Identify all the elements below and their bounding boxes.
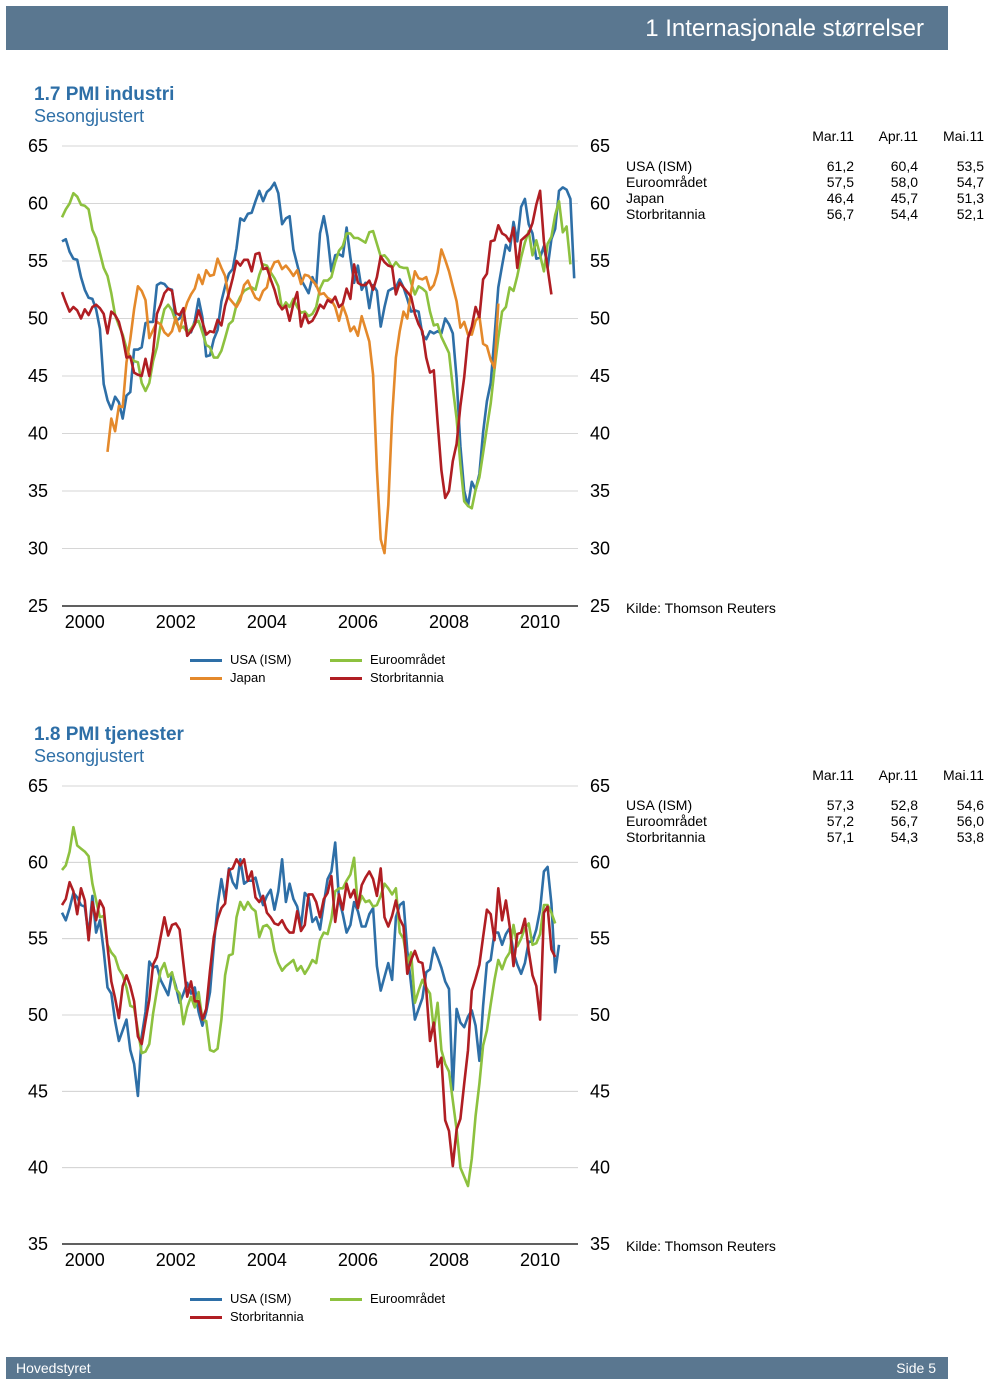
table-cell: 60,4 [890,158,918,174]
chart1-ytick-right: 65 [590,136,611,156]
chart2-xtick: 2010 [520,1250,561,1270]
table-row-label: Storbritannia [626,206,706,222]
page-footer [6,1357,948,1379]
legend-label: Storbritannia [230,1309,304,1324]
chart2-ytick-left: 40 [27,1157,48,1178]
chart2-ytick-right: 55 [590,928,611,949]
legend-label: USA (ISM) [230,652,292,667]
table-cell: 53,5 [956,158,984,174]
chart1-subtitle: Sesongjustert [34,106,145,126]
chart2-title: 1.8 PMI tjenester [34,724,184,745]
chart1-ytick-right: 45 [590,366,611,386]
chart2-ytick-left: 35 [27,1234,48,1254]
table-cell: 51,3 [956,190,984,206]
chart1-title: 1.7 PMI industri [34,84,175,105]
chart2-ytick-left: 50 [27,1005,48,1025]
table-row-label: USA (ISM) [626,797,693,813]
chart2-table [626,767,984,847]
chart2-ytick-right: 40 [590,1157,611,1178]
footer-left: Hovedstyret [16,1360,91,1376]
table-header: Mar.11 [812,767,854,783]
chart2-ytick-right: 45 [590,1081,611,1102]
chart2-ytick-right: 50 [590,1005,611,1025]
chart1-ytick-left: 25 [27,596,48,616]
chart2-xtick: 2000 [64,1250,105,1270]
chart1-ytick-right: 25 [590,596,611,616]
chart1-ytick-left: 60 [27,193,48,214]
chart1-ytick-right: 60 [590,193,611,214]
table-cell: 57,2 [826,813,854,829]
chart2-ytick-left: 65 [27,776,48,796]
table-row-label: Storbritannia [626,829,706,845]
chart1-ytick-left: 30 [27,538,48,559]
chart1-ytick-left: 65 [27,136,48,156]
chart1-ytick-right: 35 [590,481,611,501]
legend-label: USA (ISM) [230,1291,292,1306]
chart2-xtick: 2006 [337,1250,378,1270]
footer-right: Side 5 [896,1360,936,1376]
chart2-xtick: 2004 [246,1250,287,1270]
chart2-source: Kilde: Thomson Reuters [626,1238,776,1254]
table-cell: 54,7 [956,174,984,190]
chart1-ytick-left: 35 [27,481,48,501]
chart1-xtick: 2004 [246,612,287,632]
legend-label: Euroområdet [370,652,446,667]
chart2-xtick: 2002 [155,1250,196,1270]
table-cell: 57,5 [826,174,854,190]
chart1-xtick: 2010 [520,612,561,632]
legend-label: Storbritannia [370,670,444,685]
chart1-ytick-right: 55 [590,251,611,271]
chart1-xtick: 2000 [64,612,105,632]
chart2-series-usa-ism- [62,843,559,1096]
chart1-ytick-left: 40 [27,423,48,444]
chart2-legend [190,1291,510,1331]
table-cell: 52,8 [890,797,918,813]
table-header: Apr.11 [878,128,918,144]
table-cell: 46,4 [826,190,854,206]
table-header: Mai.11 [943,767,984,783]
table-cell: 56,0 [956,813,984,829]
table-cell: 58,0 [890,174,918,190]
page-title: 1 Internasjonale størrelser [645,15,924,42]
table-row-label: Euroområdet [626,813,707,829]
legend-label: Euroområdet [370,1291,446,1306]
table-header: Mai.11 [943,128,984,144]
table-cell: 52,1 [956,206,984,222]
table-cell: 45,7 [890,190,918,206]
legend-swatch [330,1298,362,1301]
table-row-label: USA (ISM) [626,158,693,174]
chart1-ytick-left: 45 [27,366,48,386]
chart1-source: Kilde: Thomson Reuters [626,600,776,616]
table-cell: 56,7 [890,813,918,829]
chart2-ytick-left: 55 [27,928,48,949]
table-cell: 57,3 [826,797,854,813]
table-cell: 54,3 [890,829,918,845]
chart2-ytick-right: 60 [590,852,611,873]
legend-swatch [190,1298,222,1301]
chart2-ytick-right: 65 [590,776,611,796]
chart2-xtick: 2008 [428,1250,470,1270]
chart2-subtitle: Sesongjustert [34,746,145,766]
table-cell: 56,7 [826,206,854,222]
table-header: Apr.11 [878,767,918,783]
chart1-xtick: 2006 [337,612,378,632]
chart1-xtick: 2008 [428,612,470,632]
table-cell: 53,8 [956,829,984,845]
table-row-label: Euroområdet [626,174,707,190]
chart1-ytick-right: 50 [590,308,611,329]
chart1-ytick-left: 50 [27,308,48,329]
chart1-ytick-right: 40 [590,423,611,444]
table-header: Mar.11 [812,128,854,144]
table-cell: 61,2 [826,158,854,174]
chart1-ytick-left: 55 [27,251,48,271]
table-cell: 54,4 [890,206,918,222]
legend-swatch [190,1316,222,1319]
legend-label: Japan [230,670,266,685]
table-cell: 54,6 [956,797,984,813]
chart2-ytick-right: 35 [590,1234,611,1254]
chart1-xtick: 2002 [155,612,196,632]
table-cell: 57,1 [826,829,854,845]
chart2-ytick-left: 45 [27,1081,48,1102]
table-row-label: Japan [626,190,665,206]
chart2-ytick-left: 60 [27,852,48,873]
chart1-ytick-right: 30 [590,538,611,559]
